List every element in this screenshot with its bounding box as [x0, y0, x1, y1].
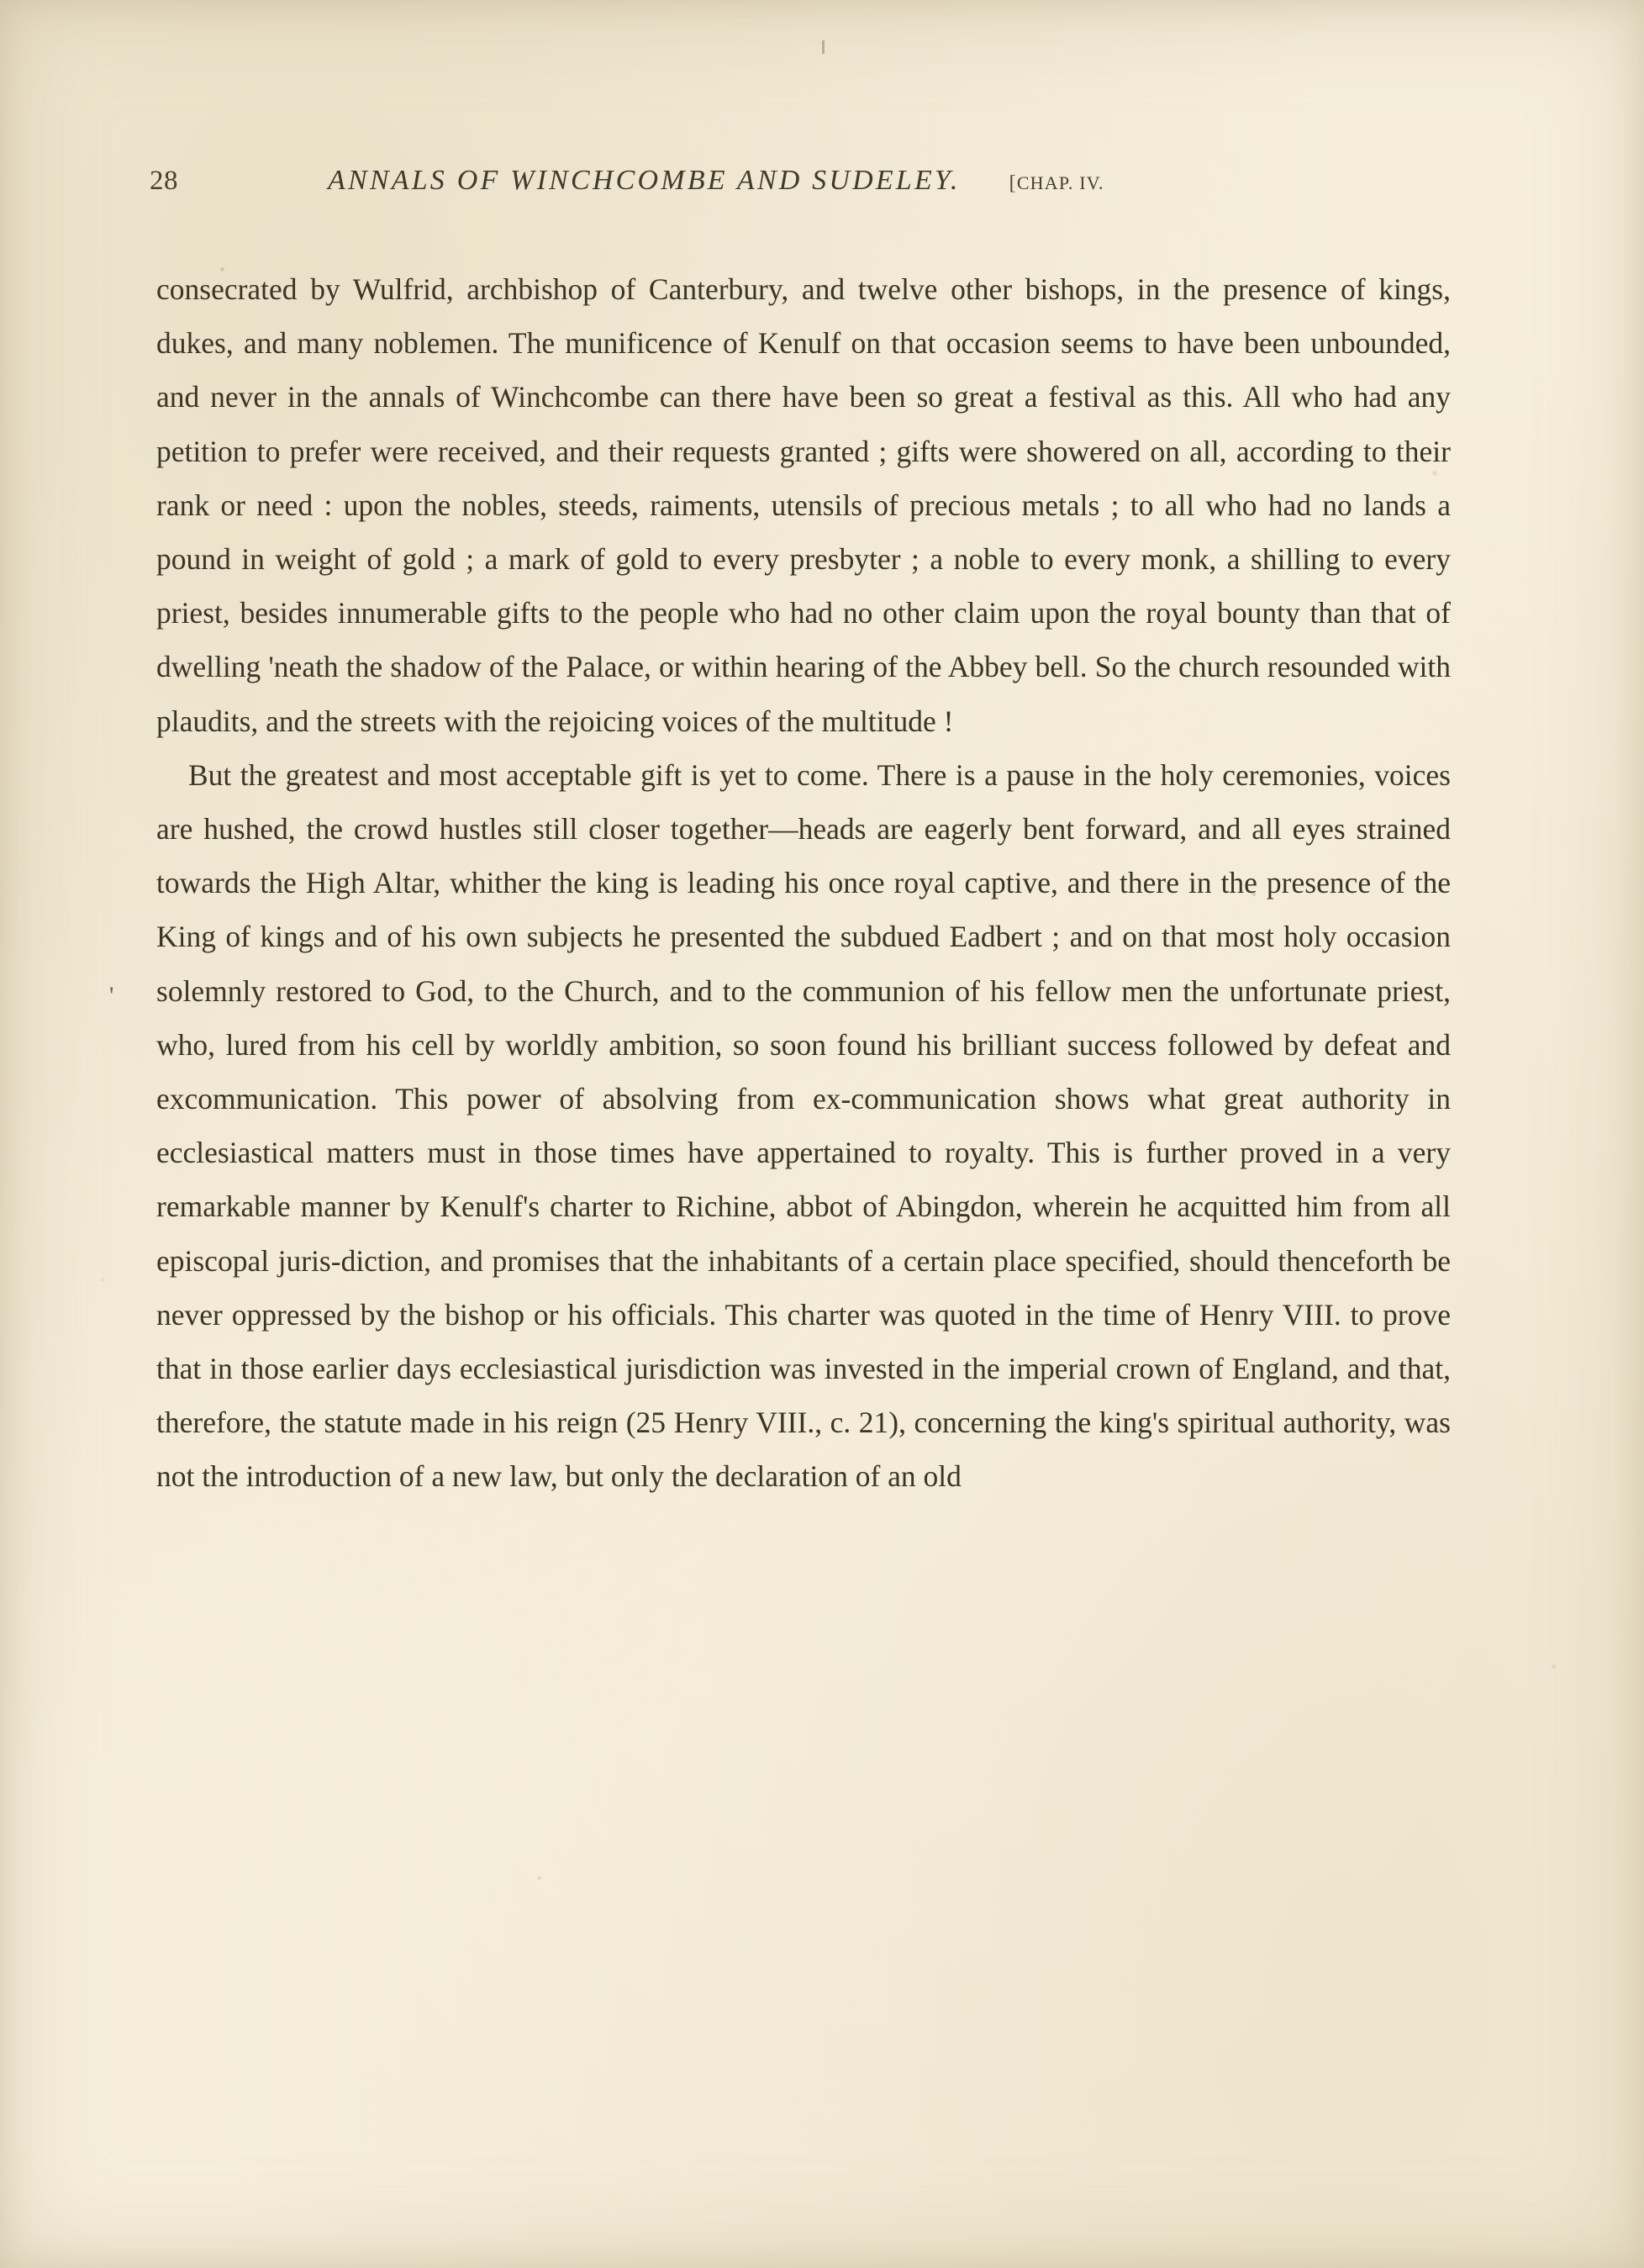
page-header — [150, 165, 1494, 202]
chapter-reference-bracket: [ — [1009, 172, 1017, 194]
page-number: 28 — [150, 166, 178, 196]
paragraph: But the greatest and most acceptable gift is yet to come. There is a pause in the holy ceremonies, voices are hushed, the crowd hustles still closer together—heads are eagerly bent forward, and all eyes strained towards the High Altar, whither the king is leading his once royal captive, and there in the presence of the King of kings and of his own subjects he presented the subdued Eadbert ; and on that most holy occasion solemnly restored to God, to the Church, and to the communion of his fellow men the unfortunate priest, who, lured from his cell by worldly ambition, so soon found his brilliant success followed by defeat and excommunication. This power of absolving from ex-communication shows what great authority in ecclesiastical matters must in those times have appertained to royalty. This is further proved in a very remarkable manner by Kenulf's charter to Richine, abbot of Abingdon, wherein he acquitted him from all episcopal juris-diction, and promises that the inhabitants of a certain place specified, should thenceforth be never oppressed by the bishop or his officials. This charter was quoted in the time of Henry VIII. to prove that in those earlier days ecclesiastical jurisdiction was invested in the imperial crown of England, and that, therefore, the statute made in his reign (25 Henry VIII., c. 21), concerning the king's spiritual authority, was not the introduction of a new law, but only the declaration of an old — [156, 757, 1451, 1494]
chapter-reference-label: CHAP. IV. — [1016, 172, 1104, 193]
paragraph: consecrated by Wulfrid, archbishop of Canterbury, and twelve other bishops, in the presence of kings, dukes, and many noblemen. The munificence of Kenulf on that occasion seems to have been unbounded, and never in the annals of Winchcombe can there have been so great a festival as this. All who had any petition to prefer were received, and their requests granted ; gifts were showered on all, according to their rank or need : upon the nobles, steeds, raiments, utensils of precious metals ; to all who had no lands a pound in weight of gold ; a mark of gold to every presbyter ; a noble to every monk, a shilling to every priest, besides innumerable gifts to the people who had no other claim upon the royal bounty than that of dwelling 'neath the shadow of the Palace, or within hearing of the Abbey bell. So the church resounded with plaudits, and the streets with the rejoicing voices of the multitude ! — [156, 272, 1451, 738]
running-title: ANNALS OF WINCHCOMBE AND SUDELEY. — [328, 165, 961, 196]
chapter-reference — [1009, 172, 1104, 195]
body-text — [156, 262, 1451, 1504]
marginal-pencil-mark: ' — [109, 982, 114, 1010]
